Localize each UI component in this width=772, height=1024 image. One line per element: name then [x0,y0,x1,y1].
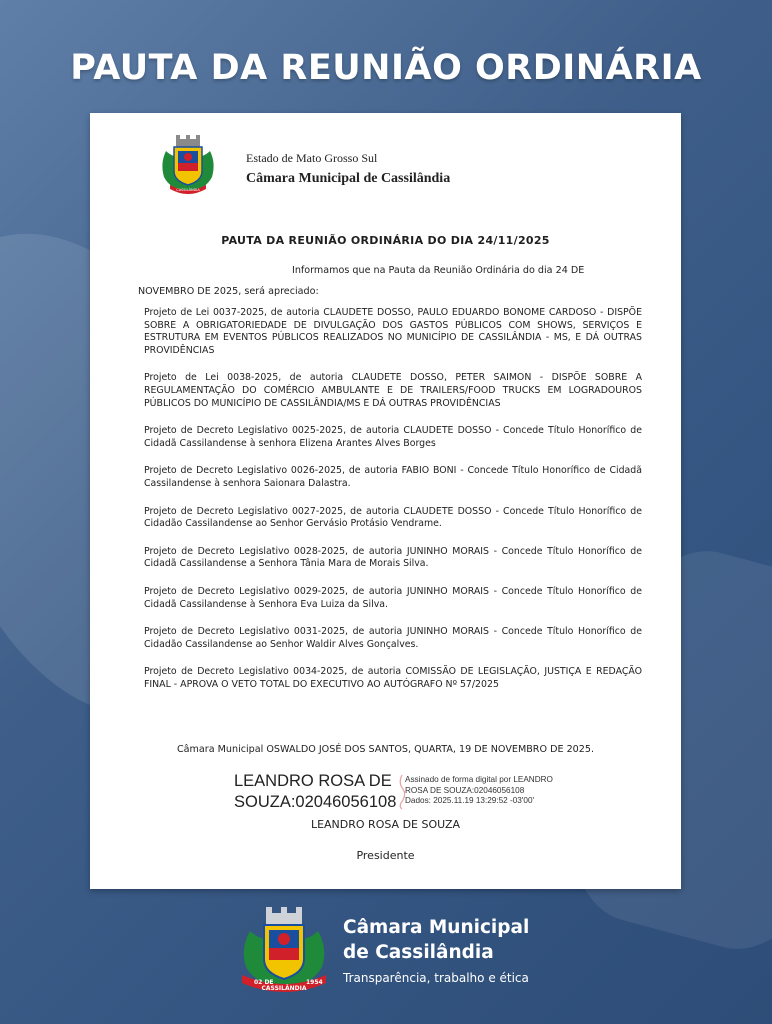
footer-name-line: Câmara Municipal [343,917,530,938]
intro-text-continued: NOVEMBRO DE 2025, será apreciado: [138,286,319,297]
state-name: Estado de Mato Grosso Sul [246,151,378,165]
president-name: LEANDRO ROSA DE SOUZA [310,818,461,831]
agenda-item: Projeto de Decreto Legislativo 0031-2025, de autoria JUNINHO MORAIS - Concede Título Honorífico de Cidadão Cassilandense ao Senhor Waldir Alves Gonçalves. [144,626,642,650]
document-title: PAUTA DA REUNIÃO ORDINÁRIA DO DIA 24/11/2025 [221,234,550,247]
city-crest-icon [156,133,220,199]
signer-line: LEANDRO ROSA DE [234,772,392,790]
footer-crest-icon [234,905,334,999]
page-title: PAUTA DA REUNIÃO ORDINÁRIA [70,48,702,88]
digital-signature-name [234,771,404,813]
agenda-item: Projeto de Lei 0038-2025, de autoria CLAUDETE DOSSO, PETER SAIMON - DISPÕE SOBRE A REGULAMENTAÇÃO DO COMÉRCIO AMBULANTE E DE TRAILERS/FOOD TRUCKS EM LOGRADOUROS PÚBLICOS DO MUNICÍPIO DE CASSILÂNDIA/MS E DÁ OUTRAS PROVIDÊNCIAS [144,372,642,409]
crest-band-text: 02 DE [254,979,274,986]
signer-line: SOUZA:02046056108 [234,793,397,811]
crest-band-text: 1954 [306,979,323,986]
agenda-item: Projeto de Decreto Legislativo 0025-2025, de autoria CLAUDETE DOSSO - Concede Título Honorífico de Cidadã Cassilandense à senhora Elizena Arantes Alves Borges [144,425,642,449]
agenda-document [90,113,681,889]
signature-info-line: Assinado de forma digital por LEANDRO [405,775,553,784]
crest-band-text: CASSILÂNDIA [261,985,307,992]
agenda-items [144,307,642,706]
signature-info-line: ROSA DE SOUZA:02046056108 [405,785,525,795]
agenda-item: Projeto de Decreto Legislativo 0028-2025, de autoria JUNINHO MORAIS - Concede Título Honorífico de Cidadã Cassilandense a Senhora Tânia Mara de Morais Silva. [144,545,642,570]
chamber-name: Câmara Municipal de Cassilândia [246,171,451,186]
agenda-item: Projeto de Decreto Legislativo 0026-2025, de autoria FABIO BONI - Concede Título Honorífico de Cidadã Cassilandense à senhora Saionara Dalastra. [144,465,642,489]
agenda-item: Projeto de Decreto Legislativo 0029-2025, de autoria JUNINHO MORAIS - Concede Título Honorífico de Cidadã Cassilandense à Senhora Eva Luiza da Silva. [144,585,642,610]
footer-name-line: de Cassilândia [343,942,494,963]
closing-statement: Câmara Municipal OSWALDO JOSÉ DOS SANTOS, QUARTA, 19 DE NOVEMBRO DE 2025. [176,744,595,755]
crest-band-text: CASSILÂNDIA [176,188,200,192]
footer-organization-name [343,915,529,965]
digital-signature-details [405,775,575,807]
agenda-item: Projeto de Lei 0037-2025, de autoria CLAUDETE DOSSO, PAULO EDUARDO BONOME CARDOSO - DISPÕE SOBRE A OBRIGATORIEDADE DE DIVULGAÇÃO DOS GASTOS PÚBLICOS COM SHOWS, SERVIÇOS E ESTRUTURA EM EVENTOS PÚBLICOS REALIZADOS NO MUNICÍPIO DE CASSILÂNDIA - MS, E DÁ OUTRAS PROVIDÊNCIAS [144,307,642,356]
signature-info-line: Dados: 2025.11.19 13:29:52 -03'00' [405,796,535,805]
agenda-item: Projeto de Decreto Legislativo 0034-2025, de autoria COMISSÃO DE LEGISLAÇÃO, JUSTIÇA E REDAÇÃO FINAL - APROVA O VETO TOTAL DO EXECUTIVO AO AUTÓGRAFO Nº 57/2025 [144,666,642,690]
agenda-item: Projeto de Decreto Legislativo 0027-2025, de autoria CLAUDETE DOSSO - Concede Título Honorífico de Cidadão Cassilandense ao Senhor Gervásio Protásio Vendrame. [144,505,642,530]
footer-tagline: Transparência, trabalho e ética [343,971,529,985]
president-role: Presidente [356,849,415,862]
intro-text: Informamos que na Pauta da Reunião Ordinária do dia 24 DE [292,265,585,276]
